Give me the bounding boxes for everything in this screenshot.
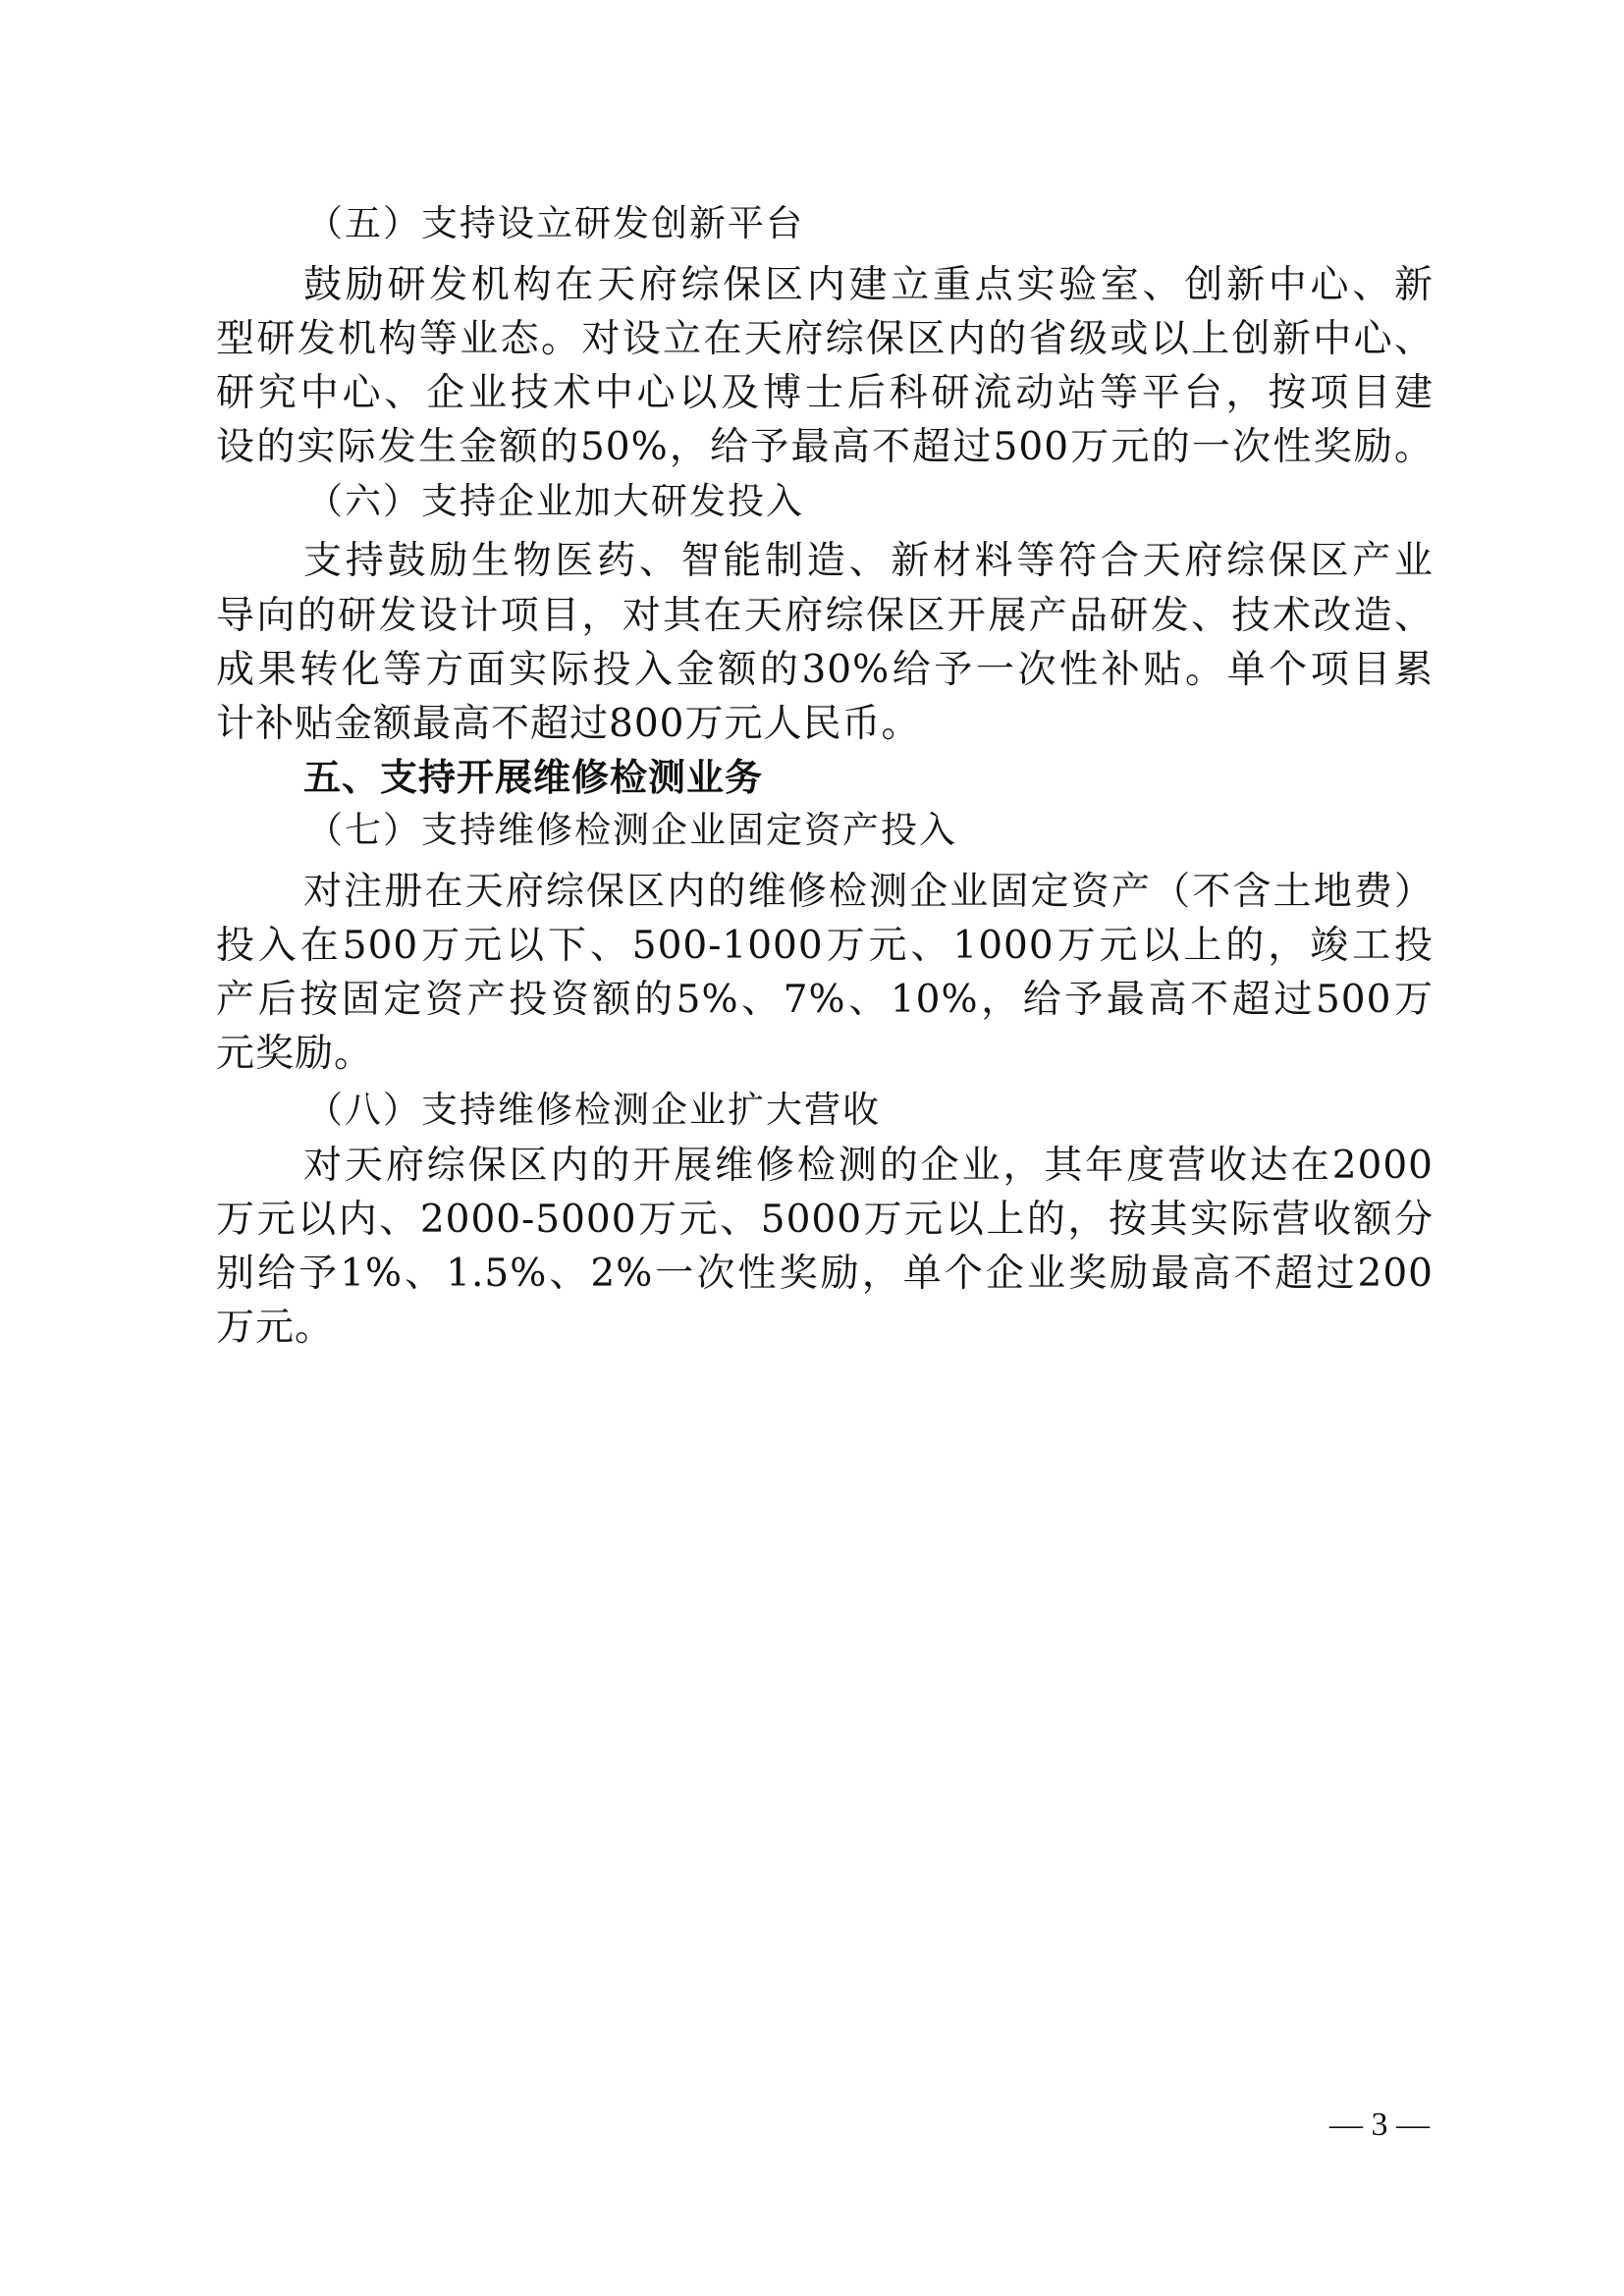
subheading-6: （六）支持企业加大研发投入 (306, 480, 804, 522)
subheading-7: （七）支持维修检测企业固定资产投入 (306, 809, 957, 851)
paragraph-line: 元奖励。 (216, 1032, 374, 1076)
paragraph-line: 别给予1%、1.5%、2%一次性奖励，单个企业奖励最高不超过200 (216, 1252, 1434, 1296)
subheading-5: （五）支持设立研发创新平台 (306, 202, 804, 244)
paragraph-line: 对注册在天府综保区内的维修检测企业固定资产（不含土地费） (303, 870, 1434, 914)
paragraph-line: 导向的研发设计项目，对其在天府综保区开展产品研发、技术改造、 (216, 594, 1434, 638)
paragraph-line: 投入在500万元以下、500-1000万元、1000万元以上的，竣工投 (216, 924, 1434, 968)
section-heading-5: 五、支持开展维修检测业务 (303, 756, 764, 799)
subheading-8: （八）支持维修检测企业扩大营收 (306, 1089, 881, 1131)
paragraph-line: 万元。 (216, 1306, 335, 1350)
paragraph-line: 对天府综保区内的开展维修检测的企业，其年度营收达在2000 (303, 1144, 1434, 1188)
paragraph-line: 产后按固定资产投资额的5%、7%、10%，给予最高不超过500万 (216, 978, 1434, 1022)
paragraph-line: 成果转化等方面实际投入金额的30%给予一次性补贴。单个项目累 (216, 648, 1434, 692)
paragraph-line: 研究中心、企业技术中心以及博士后科研流动站等平台，按项目建 (216, 371, 1434, 415)
paragraph-line: 鼓励研发机构在天府综保区内建立重点实验室、创新中心、新 (303, 263, 1434, 307)
paragraph-line: 计补贴金额最高不超过800万元人民币。 (216, 702, 921, 746)
page-number: — 3 — (1329, 2107, 1430, 2143)
paragraph-line: 设的实际发生金额的50%，给予最高不超过500万元的一次性奖励。 (216, 425, 1434, 469)
paragraph-line: 型研发机构等业态。对设立在天府综保区内的省级或以上创新中心、 (216, 317, 1434, 361)
paragraph-line: 万元以内、2000-5000万元、5000万元以上的，按其实际营收额分 (216, 1198, 1434, 1242)
paragraph-line: 支持鼓励生物医药、智能制造、新材料等符合天府综保区产业 (303, 539, 1434, 583)
